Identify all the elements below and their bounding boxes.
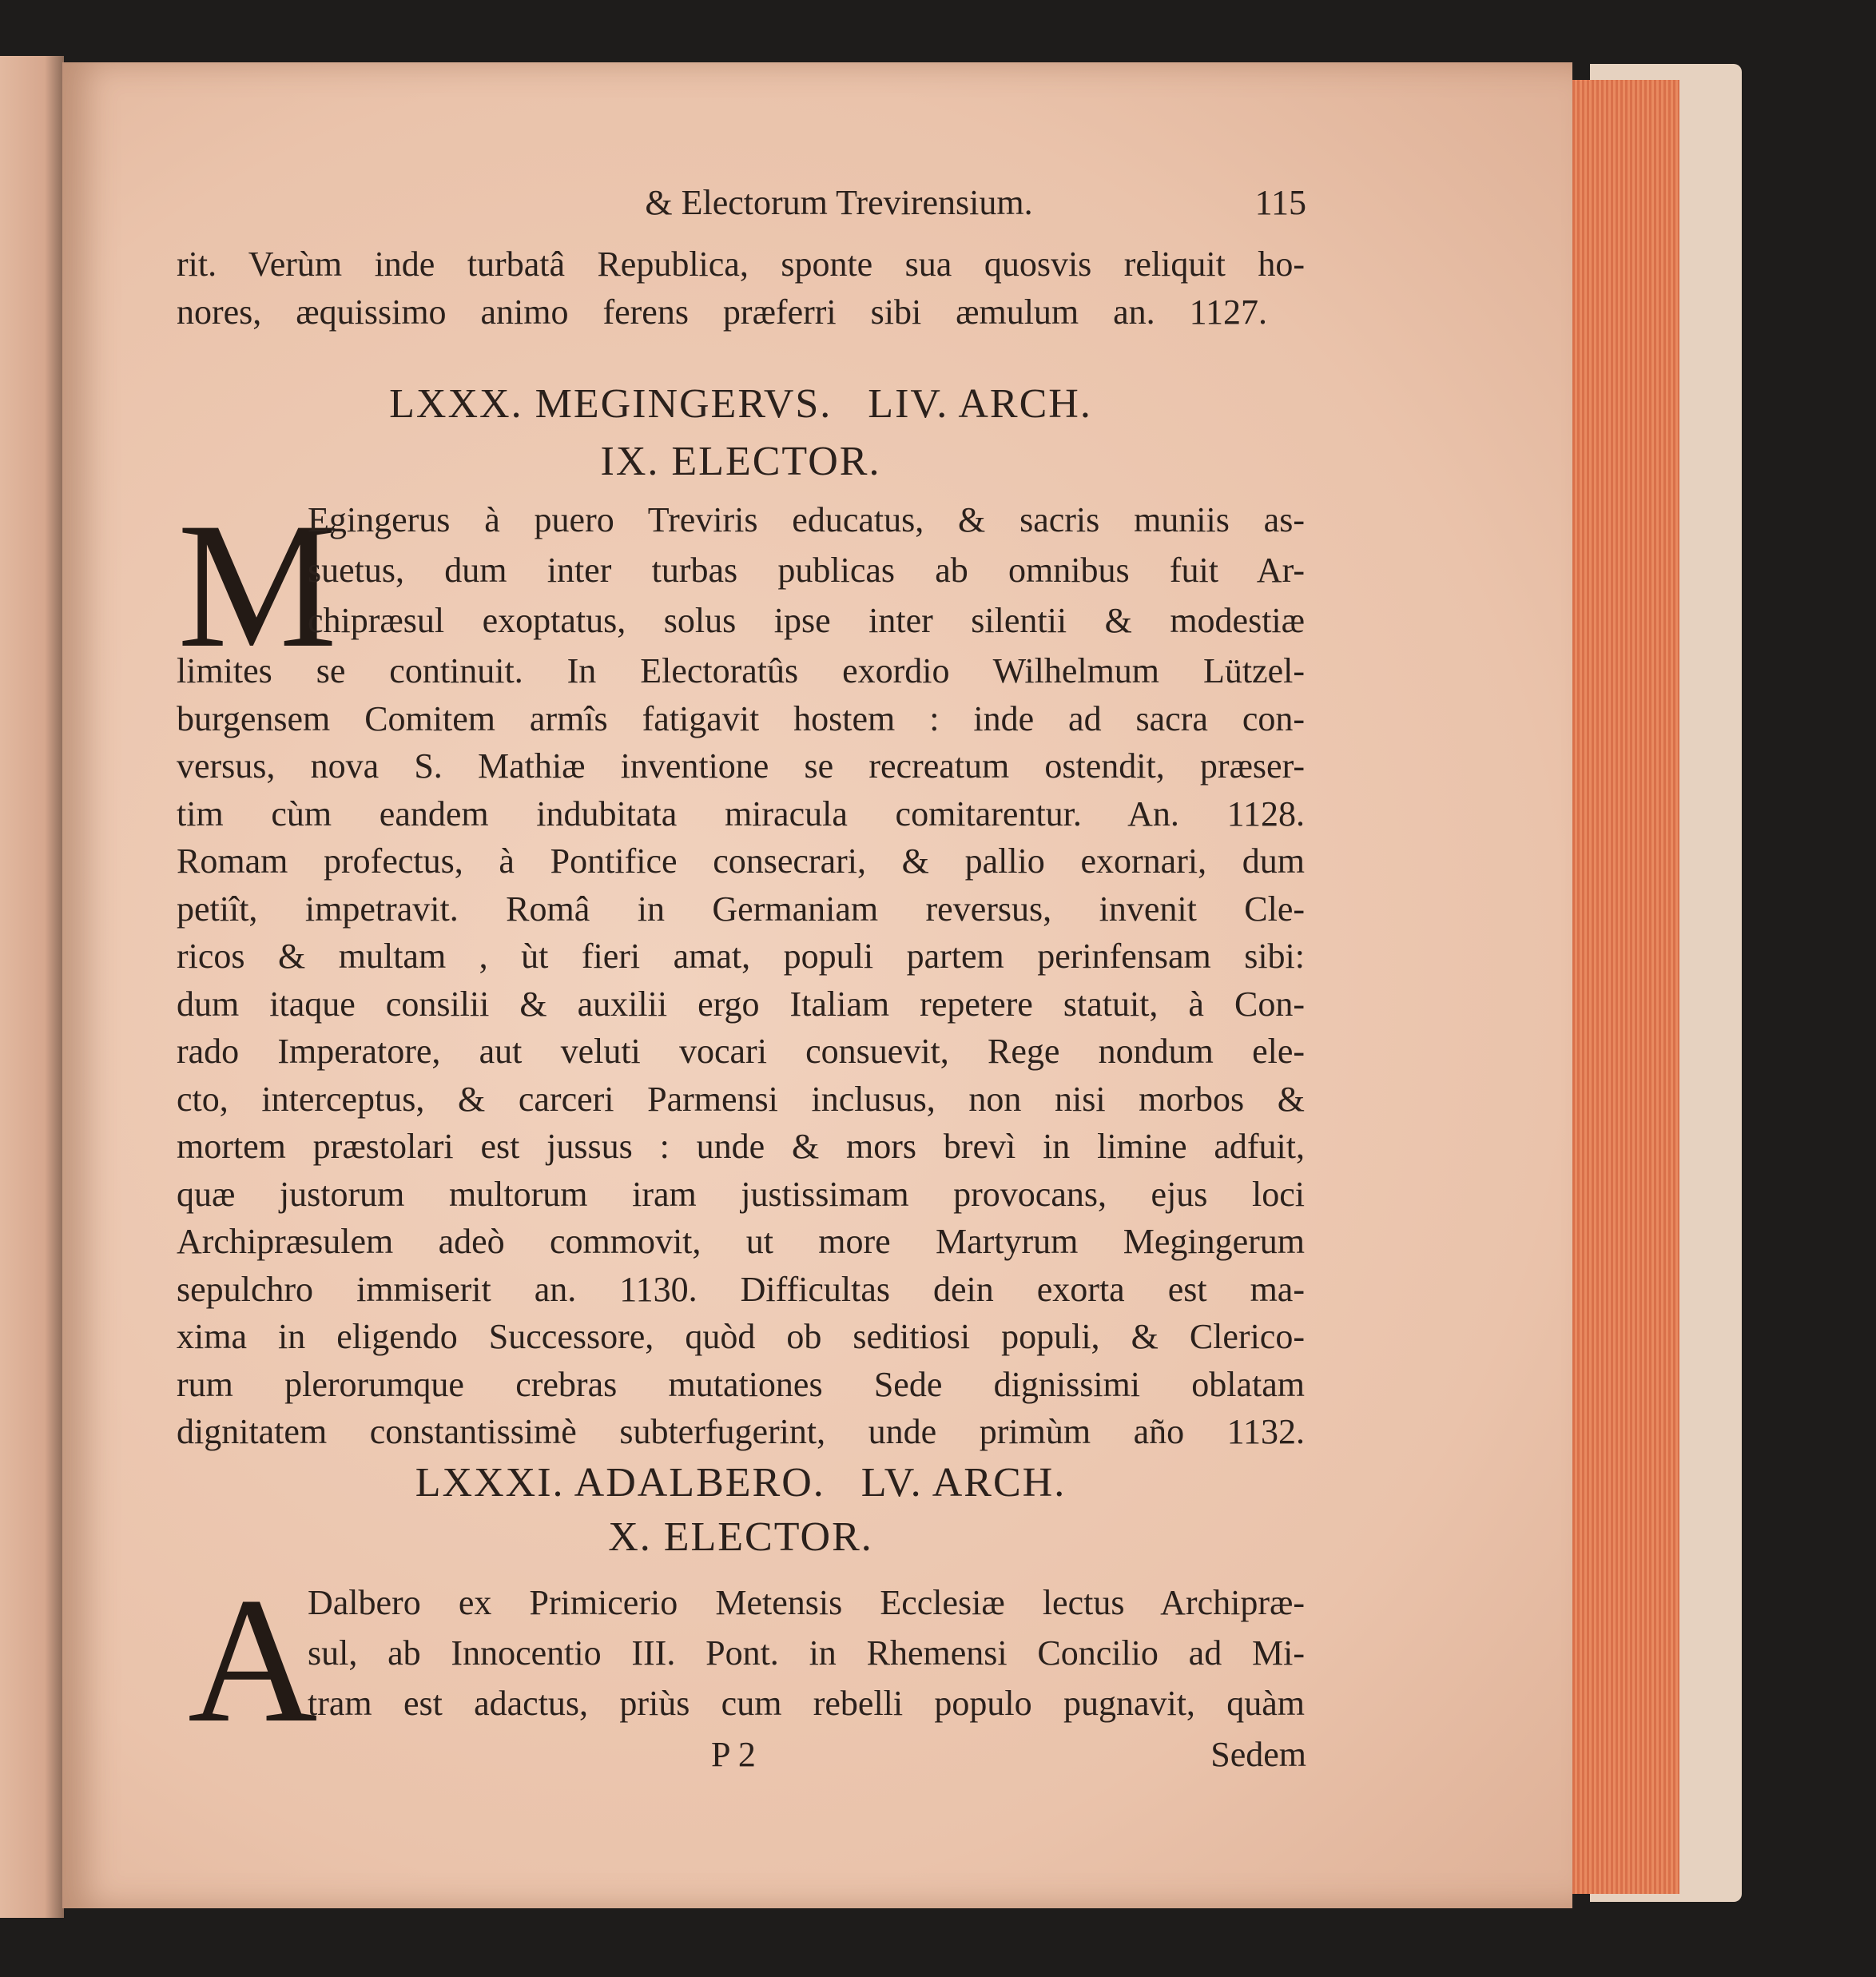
signature-mark: P 2 bbox=[711, 1735, 756, 1774]
text-line: Egingerus à puero Treviris educatus, & sacris muniis as- bbox=[308, 500, 1305, 539]
text-line: rum plerorumque crebras mutationes Sede dignissimi oblatam bbox=[177, 1364, 1305, 1404]
section-heading: LXXX. MEGINGERVS. LIV. ARCH. bbox=[389, 381, 1092, 427]
text-line: tram est adactus, priùs cum rebelli populo pugnavit, quàm bbox=[308, 1684, 1305, 1723]
text-line: Dalbero ex Primicerio Metensis Ecclesiæ lectus Archipræ- bbox=[308, 1583, 1305, 1622]
section-subheading: X. ELECTOR. bbox=[608, 1514, 873, 1560]
text-line: mortem præstolari est jussus : unde & mors brevì in limine adfuit, bbox=[177, 1127, 1305, 1166]
page-edges bbox=[1568, 80, 1679, 1894]
text-line: Romam profectus, à Pontifice consecrari, & pallio exornari, dum bbox=[177, 841, 1305, 881]
text-line: ricos & multam , ùt fieri amat, populi partem perinfensam sibi: bbox=[177, 937, 1305, 976]
section-heading: LXXXI. ADALBERO. LV. ARCH. bbox=[415, 1460, 1067, 1506]
text-line: chipræsul exoptatus, solus ipse inter silentii & modestiæ bbox=[308, 601, 1305, 640]
text-line: rado Imperatore, aut veluti vocari consuevit, Rege nondum ele- bbox=[177, 1032, 1305, 1071]
text-line: rit. Verùm inde turbatâ Republica, sponte sua quosvis reliquit ho- bbox=[177, 245, 1305, 284]
text-line: limites se continuit. In Electoratûs exordio Wilhelmum Lützel- bbox=[177, 651, 1305, 690]
drop-cap: A bbox=[188, 1560, 318, 1760]
page-number: 115 bbox=[1254, 183, 1306, 222]
text-line: petiît, impetravit. Româ in Germaniam reversus, invenit Cle- bbox=[177, 889, 1305, 929]
text-line: sul, ab Innocentio III. Pont. in Rhemensi Concilio ad Mi- bbox=[308, 1633, 1305, 1673]
text-line: sepulchro immiserit an. 1130. Difficultas dein exorta est ma- bbox=[177, 1269, 1305, 1309]
text-line: nores, æquissimo animo ferens præferri sibi æmulum an. 1127. bbox=[177, 292, 1267, 332]
section-subheading: IX. ELECTOR. bbox=[600, 439, 881, 484]
text-line: dum itaque consilii & auxilii ergo Italiam repetere statuit, à Con- bbox=[177, 984, 1305, 1024]
facing-page-edge bbox=[0, 56, 64, 1918]
text-line: quæ justorum multorum iram justissimam provocans, ejus loci bbox=[177, 1174, 1305, 1214]
text-line: burgensem Comitem armîs fatigavit hostem : inde ad sacra con- bbox=[177, 698, 1305, 738]
text-line: xima in eligendo Successore, quòd ob seditiosi populi, & Clerico- bbox=[177, 1317, 1305, 1356]
text-line: tim cùm eandem indubitata miracula comitarentur. An. 1128. bbox=[177, 794, 1305, 833]
catchword: Sedem bbox=[1210, 1735, 1306, 1774]
text-line: versus, nova S. Mathiæ inventione se recreatum ostendit, præser- bbox=[177, 746, 1305, 786]
drop-cap: M bbox=[177, 485, 338, 685]
text-line: dignitatem constantissimè subterfugerint, unde primùm año 1132. bbox=[177, 1412, 1305, 1451]
running-head-title: & Electorum Trevirensium. bbox=[645, 183, 1033, 222]
text-line: cto, interceptus, & carceri Parmensi inclusus, non nisi morbos & bbox=[177, 1079, 1305, 1119]
text-line: Archipræsulem adeò commovit, ut more Martyrum Megingerum bbox=[177, 1222, 1305, 1261]
text-line: suetus, dum inter turbas publicas ab omnibus fuit Ar- bbox=[308, 551, 1305, 590]
